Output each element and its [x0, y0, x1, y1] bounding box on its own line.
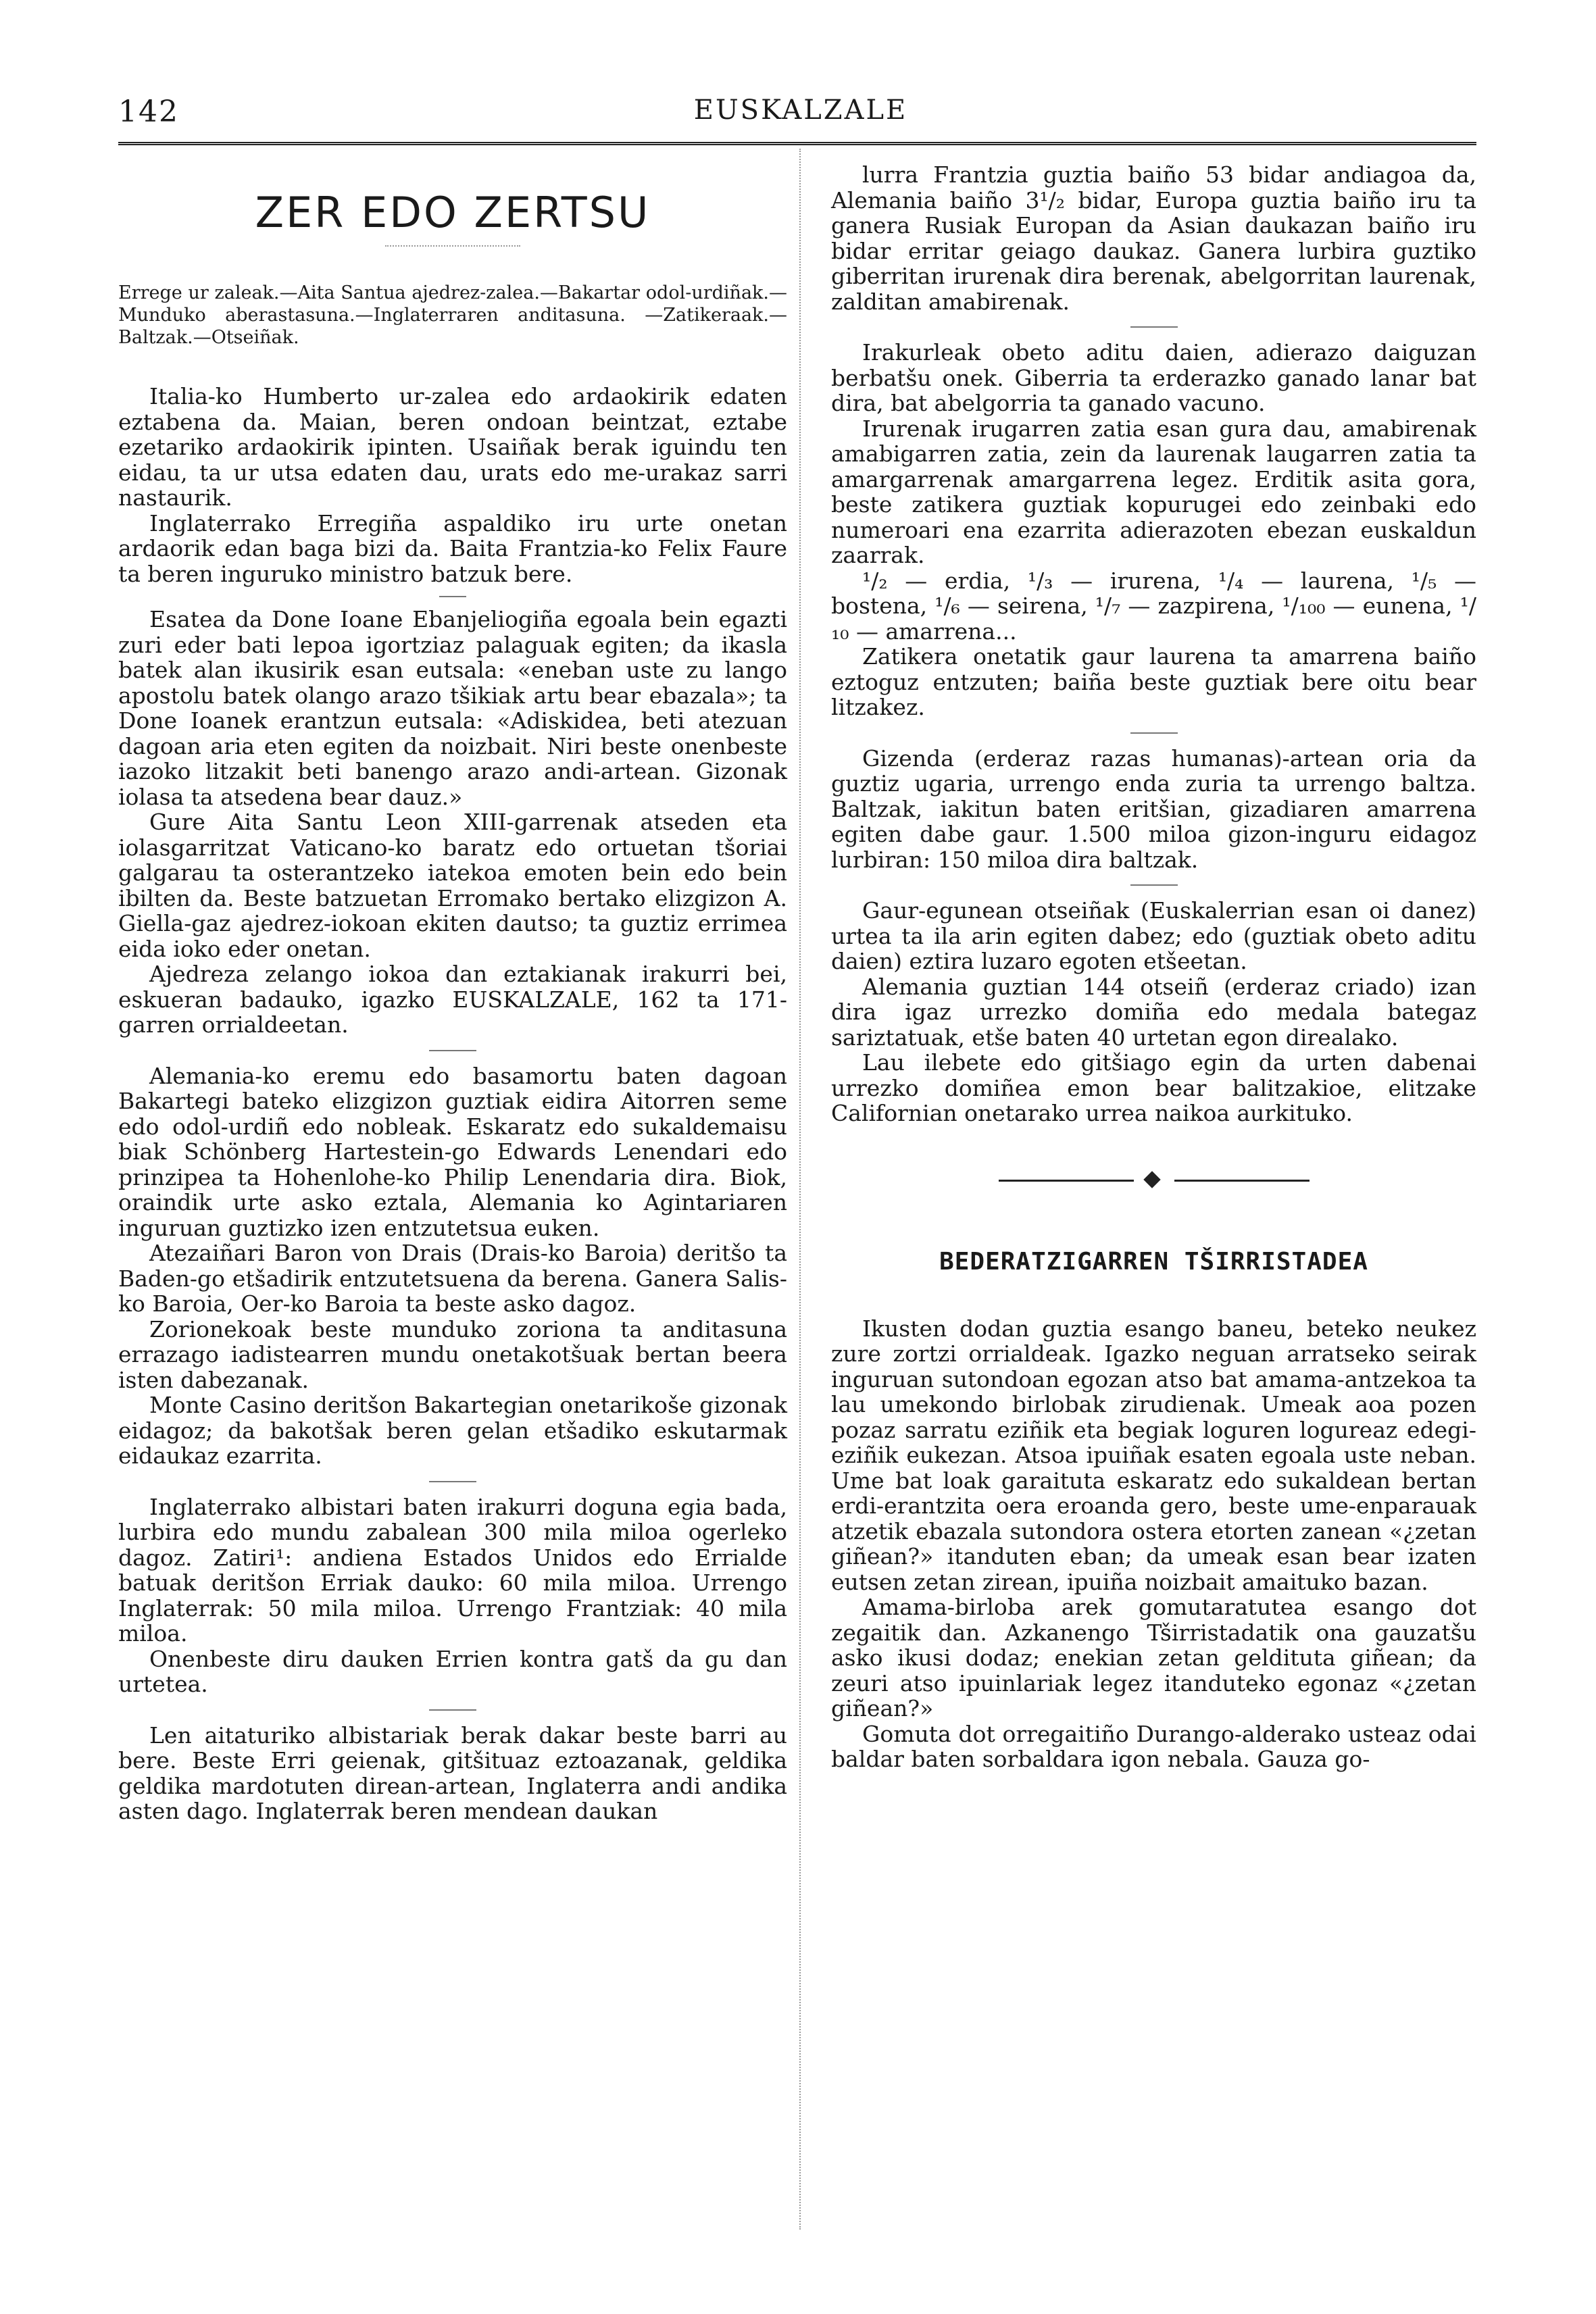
- right-column: [831, 162, 1476, 1772]
- separator-dash: [1130, 884, 1178, 886]
- paragraph: Zorionekoak beste munduko zoriona ta anditasuna errazago iadistearren mundu onetakotšuak bertan beera isten dabezanak.: [118, 1315, 787, 1393]
- paragraph: Lau ilebete edo gitšiago egin da urten dabenai urrezko domiñea emon bear balitzakioe, elitzake Californian onetarako urrea naikoa aurkituko.: [831, 1049, 1476, 1126]
- paragraph: Gomuta dot orregaitiño Durango-alderako usteaz odai baldar baten sorbaldara igon nebala. Gauza go-: [831, 1720, 1476, 1772]
- paragraph: Zatikera onetatik gaur laurena ta amarrena baiño eztoguz entzuten; baiña beste guztiak bere oitu bear litzakez.: [831, 643, 1476, 720]
- paragraph: Ajedreza zelango iokoa dan eztakianak irakurri bei, eskueran badauko, igazko EUSKALZALE, 162 ta 171-garren orrialdeetan.: [118, 961, 787, 1038]
- paragraph: Esatea da Done Ioane Ebanjeliogiña egoala bein egazti zuri eder bati lepoa igortziaz palaguak egiten; da ikasla batek alan ikusirik esan eutsala: «eneban uste zu lango apostolu batek olango arazo tšikiak artu bear ebazala»; ta Done Ioanek erantzun eutsala: «Adiskidea, beti atezuan dagoan aria eten egiten da noizbait. Niri beste onenbeste iazoko litzakit beti banengo arazo andi-artean. Gizonak iolasa ta atsedena bear dauz.»: [118, 606, 787, 810]
- paragraph: Gure Aita Santu Leon XIII-garrenak atseden eta iolasgarritzat Vaticano-ko baratz edo ortuetan tšoriai galgarau ta osterantzeko iatekoa emoten bein edo bein ibilten da. Beste batzuetan Erromako bertako elizgizon A. Giella-gaz ajedrez-iokoan ekiten dautso; ta guztiz errimea eida ioko eder onetan.: [118, 809, 787, 962]
- separator-dash: [439, 596, 466, 597]
- separator-dash: [1130, 732, 1178, 734]
- paragraph: Ikusten dodan guztia esango baneu, beteko neukez zure zortzi orrialdeak. Igazko neguan arratseko seirak inguruan sutondoan egozan atso bat amama-antzekoa ta lau umekondo birlobak zirudienak. Umeak aoa pozen pozaz sarratu eziñik eta begiak loguren logureaz edegi-eziñik eukezan. Atsoa ipuiñak esaten egoala uste neban. Ume bat loak garaituta eskaratz edo sukaldean bertan erdi-erantzita oera eroanda gero, beste ume-enparauak atzetik ebazala sutondora ostera etorten zanean «¿zetan giñean?» itanduten eban; da umeak esan bear izaten eutsen zetan zirean, ipuiña noizbait amaituko bazan.: [831, 1315, 1476, 1595]
- paragraph: Alemania guztian 144 otseiñ (erderaz criado) izan dira igaz urrezko domiña edo medala bategaz sariztatuak, etše baten 40 urtetan egon direalako.: [831, 973, 1476, 1051]
- running-title: EUSKALZALE: [693, 95, 908, 126]
- left-column: [118, 162, 787, 1824]
- paragraph: Alemania-ko eremu edo basamortu baten dagoan Bakartegi bateko elizgizon guztiak eidira Aitorren seme edo odol-urdiñ edo nobleak. Eskaratz edo sukaldemaisu biak Schönberg Hartestein-go Edwards Lenendari edo prinzipea ta Hohenlohe-ko Philip Lenendaria dira. Biok, oraindik urte asko eztala, Alemania ko Agintariaren inguruan guztizko izen entzutetsua euken.: [118, 1062, 787, 1241]
- separator-dash: [429, 1050, 476, 1051]
- ornament-divider: [999, 1174, 1310, 1187]
- column-divider: [799, 149, 801, 2230]
- paragraph: Gizenda (erderaz razas humanas)-artean oria da guztiz ugaria, urrengo enda zuria ta urrengo baltza. Baltzak, iakitun baten eritšian, gizadiaren amarrena egiten dabe gaur. 1.500 miloa gizon-inguru eidagoz lurbiran: 150 miloa dira baltzak.: [831, 745, 1476, 873]
- paragraph: ¹/₂ — erdia, ¹/₃ — irurena, ¹/₄ — laurena, ¹/₅ — bostena, ¹/₆ — seirena, ¹/₇ — zazpirena, ¹/₁₀₀ — eunena, ¹/₁₀ — amarrena...: [831, 567, 1476, 645]
- section-title: ZER EDO ZERTSU: [255, 188, 651, 237]
- paragraph: Inglaterrako albistari baten irakurri doguna egia bada, lurbira edo mundu zabalean 300 mila miloa ogerleko dagoz. Zatiri¹: andiena Estados Unidos edo Errialde batuak deritšon Erriak dauko: 60 mila miloa. Urrengo Inglaterrak: 50 mila miloa. Urrengo Frantziak: 40 mila miloa.: [118, 1493, 787, 1646]
- diamond-icon: [1143, 1171, 1160, 1188]
- paragraph: Irakurleak obeto aditu daien, adierazo daiguzan berbatšu onek. Giberria ta erderazko ganado lanar bat dira, bat abelgorria ta ganado vacuno.: [831, 339, 1476, 416]
- paragraph: Monte Casino deritšon Bakartegian onetarikoše gizonak eidagoz; da bakotšak beren gelan etšadiko eskutarmak eidaukaz ezarrita.: [118, 1392, 787, 1469]
- separator-dash: [429, 1481, 476, 1482]
- paragraph: Gaur-egunean otseiñak (Euskalerrian esan oi danez) urtea ta ila arin egiten dabez; edo (guztiak obeto aditu daien) eztira luzaro egoten etšeetan.: [831, 897, 1476, 974]
- paragraph: lurra Frantzia guztia baiño 53 bidar andiagoa da, Alemania baiño 3¹/₂ bidar, Europa guztia baiño iru ta ganera Rusiak Europan da Asian daukazan baiño iru bidar erritar geiago daukaz. Ganera lurbira guztiko giberritan irurenak dira berenak, abelgorritan laurenak, zalditan amabirenak.: [831, 161, 1476, 315]
- chapter-heading: BEDERATZIGARREN TŠIRRISTADEA: [939, 1247, 1368, 1276]
- paragraph: Len aitaturiko albistariak berak dakar beste barri au bere. Beste Erri geienak, gitšituaz eztoazanak, geldika geldika mardotuten direan-artean, Inglaterra andi andika asten dago. Inglaterrak beren mendean daukan: [118, 1721, 787, 1824]
- separator-dash: [1130, 326, 1178, 328]
- paragraph: Atezaiñari Baron von Drais (Drais-ko Baroia) deritšo ta Baden-go etšadirik entzutetsuena da berena. Ganera Salis-ko Baroia, Oer-ko Baroia ta beste asko dagoz.: [118, 1240, 787, 1317]
- section-summary: Errege ur zaleak.—Aita Santua ajedrez-zalea.—Bakartar odol-urdiñak.—Munduko aberastasuna.—Inglaterraren anditasuna. —Zatikeraak.—Baltzak.—Otseiñak.: [118, 282, 787, 348]
- paragraph: Onenbeste diru dauken Errien kontra gatš da gu dan urtetea.: [118, 1645, 787, 1697]
- header-rule: [118, 142, 1476, 145]
- paragraph: Inglaterrako Erregiña aspaldiko iru urte onetan ardaorik edan baga bizi da. Baita Frantzia-ko Felix Faure ta beren inguruko ministro batzuk bere.: [118, 509, 787, 587]
- page-number: 142: [118, 95, 179, 129]
- paragraph: Irurenak irugarren zatia esan gura dau, amabirenak amabigarren zatia, zein da laurenak laugarren zatia ta amargarrenak amargarrena legez. Erditik asita gora, beste zatikera guztiak kopurugei edo zeinbaki edo numeroari ena ezarrita adierazoten ebezan euskaldun zaarrak.: [831, 415, 1476, 568]
- paragraph: Italia-ko Humberto ur-zalea edo ardaokirik edaten eztabena da. Maian, beren ondoan beintzat, eztabe ezetariko ardaokirik ipinten. Usaiñak berak iguindu ten eidau, ta ur utsa edaten dau, urats edo me-urakaz sarri nastaurik.: [118, 383, 787, 511]
- separator-dash: [429, 1709, 476, 1711]
- title-underline: [385, 245, 520, 247]
- paragraph: Amama-birloba arek gomutaratutea esango dot zegaitik dan. Azkanengo Tširristadatik ona gauzatšu asko ikusi dodaz; enekian zetan geldituta giñean; da zeuri atso ipuinlariak legez itanduteko egonaz «¿zetan giñean?»: [831, 1594, 1476, 1721]
